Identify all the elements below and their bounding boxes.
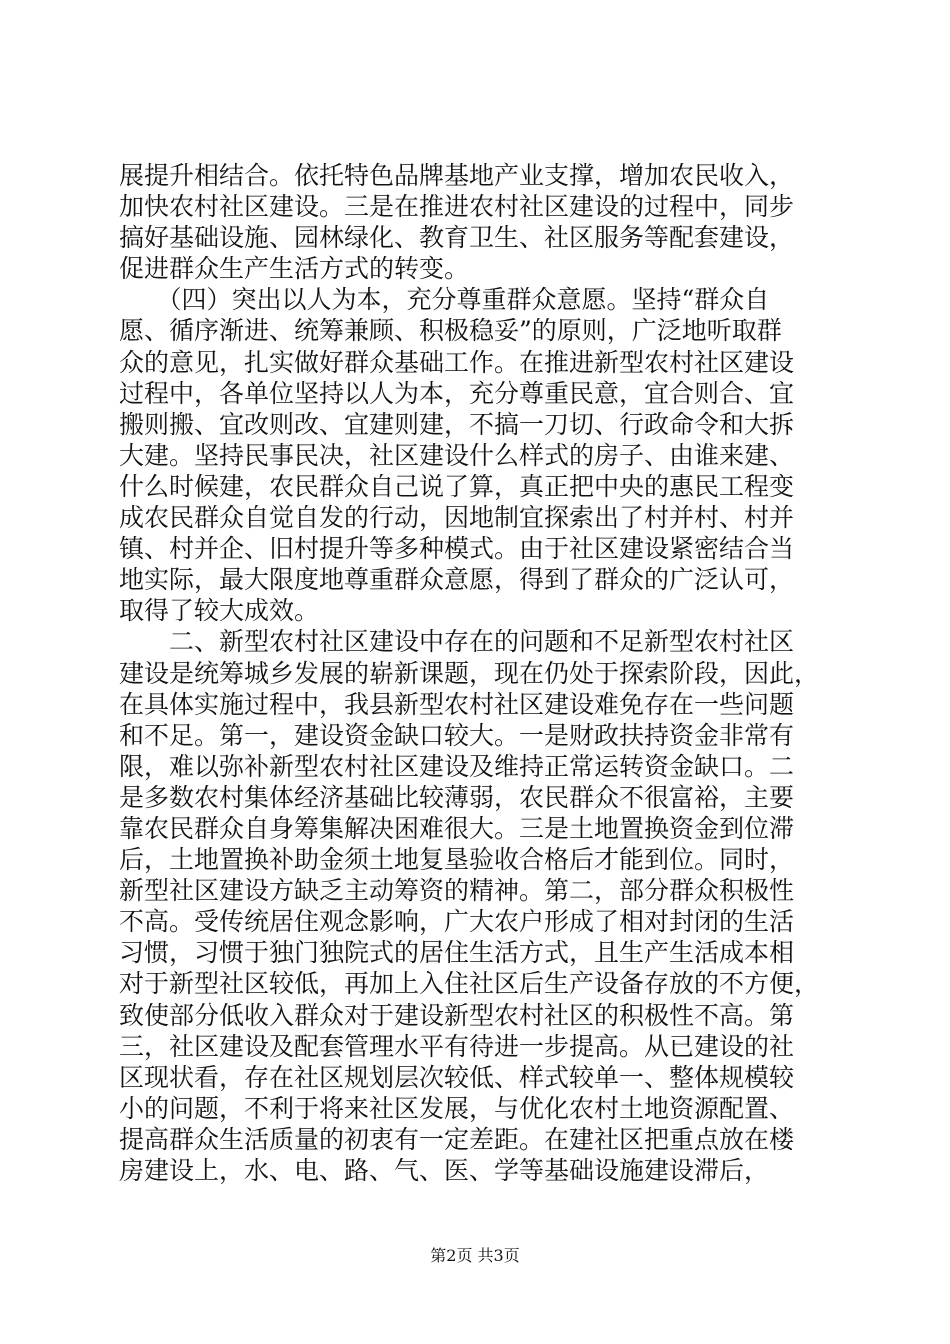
text-line: 新型社区建设方缺乏主动筹资的精神。第二，部分群众积极性	[119, 876, 795, 906]
text-line: 和不足。第一，建设资金缺口较大。一是财政扶持资金非常有	[119, 720, 795, 750]
text-line: 提高群众生活质量的初衷有一定差距。在建社区把重点放在楼	[119, 1124, 795, 1154]
text-line: 成农民群众自觉自发的行动，因地制宜探索出了村并村、村并	[119, 503, 795, 533]
text-line: 不高。受传统居住观念影响，广大农户形成了相对封闭的生活	[119, 907, 795, 937]
text-line: 展提升相结合。依托特色品牌基地产业支撑，增加农民收入，	[119, 161, 795, 190]
text-line: 二、新型农村社区建设中存在的问题和不足新型农村社区	[119, 627, 795, 657]
text-line: 取得了较大成效。	[119, 596, 320, 626]
text-line: 大建。坚持民事民决，社区建设什么样式的房子、由谁来建、	[119, 440, 795, 470]
text-line: 在具体实施过程中，我县新型农村社区建设难免存在一些问题	[119, 689, 795, 719]
text-line: 地实际，最大限度地尊重群众意愿，得到了群众的广泛认可，	[119, 565, 795, 595]
text-line: 过程中，各单位坚持以人为本，充分尊重民意，宜合则合、宜	[119, 378, 795, 408]
text-line: 三，社区建设及配套管理水平有待进一步提高。从已建设的社	[119, 1031, 795, 1061]
text-line: 小的问题，不利于将来社区发展，与优化农村土地资源配置、	[119, 1093, 795, 1123]
text-line: 习惯，习惯于独门独院式的居住生活方式，且生产生活成本相	[119, 938, 795, 968]
text-line: 限，难以弥补新型农村社区建设及维持正常运转资金缺口。二	[119, 751, 795, 781]
text-line: 促进群众生产生活方式的转变。	[119, 254, 470, 284]
text-line: （四）突出以人为本，充分尊重群众意愿。坚持“群众自	[119, 285, 770, 315]
text-line: 致使部分低收入群众对于建设新型农村社区的积极性不高。第	[119, 1000, 795, 1030]
text-line: 加快农村社区建设。三是在推进农村社区建设的过程中，同步	[119, 192, 795, 222]
text-line: 区现状看，存在社区规划层次较低、样式较单一、整体规模较	[119, 1062, 795, 1092]
text-line: 是多数农村集体经济基础比较薄弱，农民群众不很富裕，主要	[119, 782, 795, 812]
document-body	[119, 160, 839, 1186]
text-line: 对于新型社区较低，再加上入住社区后生产设备存放的不方便，	[119, 969, 820, 999]
text-line: 搬则搬、宜改则改、宜建则建，不搞一刀切、行政命令和大拆	[119, 409, 795, 439]
text-line: 后，土地置换补助金须土地复垦验收合格后才能到位。同时，	[119, 845, 795, 875]
text-line: 众的意见，扎实做好群众基础工作。在推进新型农村社区建设	[119, 347, 795, 377]
text-line: 搞好基础设施、园林绿化、教育卫生、社区服务等配套建设，	[119, 223, 795, 253]
text-line: 愿、循序渐进、统筹兼顾、积极稳妥”的原则，广泛地听取群	[119, 316, 782, 346]
text-line: 建设是统筹城乡发展的崭新课题，现在仍处于探索阶段，因此，	[119, 658, 820, 688]
page-footer: 第2页 共3页	[430, 1246, 520, 1265]
text-line: 靠农民群众自身筹集解决困难很大。三是土地置换资金到位滞	[119, 813, 795, 843]
text-line: 什么时候建，农民群众自己说了算，真正把中央的惠民工程变	[119, 471, 795, 501]
text-line: 房建设上，水、电、路、气、医、学等基础设施建设滞后，	[119, 1156, 770, 1185]
text-line: 镇、村并企、旧村提升等多种模式。由于社区建设紧密结合当	[119, 534, 795, 564]
